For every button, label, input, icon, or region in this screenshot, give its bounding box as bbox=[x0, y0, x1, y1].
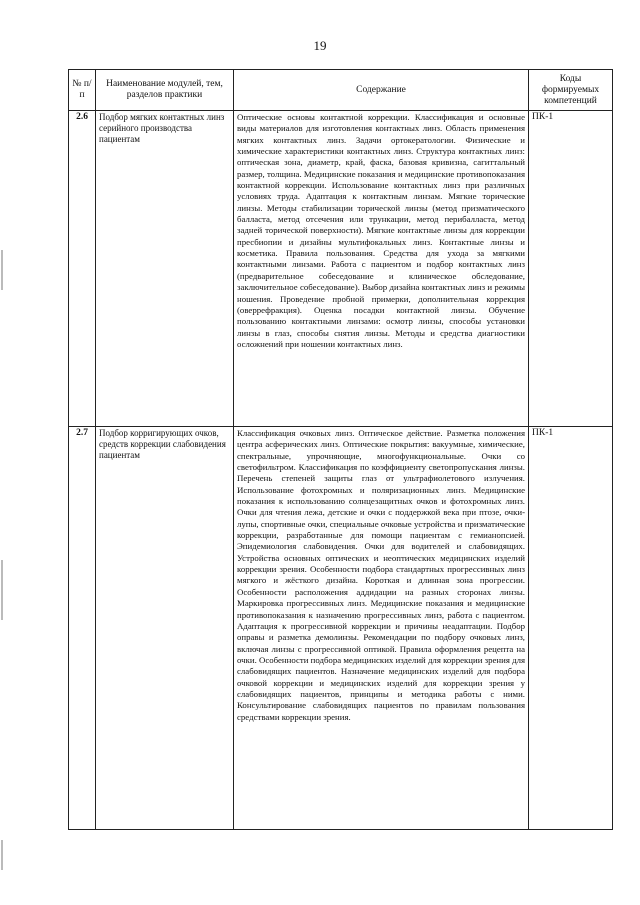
competency-code: ПК-1 bbox=[529, 427, 613, 830]
header-content: Содержание bbox=[234, 70, 529, 111]
table-row bbox=[69, 427, 613, 830]
module-content: Оптические основы контактной коррекции. Классификация и основные виды материалов для изготовления контактных линз. Область применения мягких контактных линз. Задачи ортокератологии. Физические и химические характеристики контактных линз. Структура контактных линз: оптическая зона, диаметр, край, фаска, базовая кривизна, сагиттальный размер, толщина. Медицинские показания и медицинские противопоказания контактной коррекции. Использование контактных линз при различных условиях труда. Адаптация к контактным линзам. Мягкие торические линзы. Методы стабилизации торической линзы (метод призматического балласта, метод отсечения или трункации, метод перибалласта, метод задней торической поверхности). Мягкие контактные линзы для коррекции пресбиопии и дизайны мультифокальных линз. Контактные линзы и косметика. Правила пользования. Средства для ухода за мягкими контактными линзами. Работа с пациентом и подбор контактных линз (предварительное собеседование и клиническое обследование, заключительное собеседование). Выбор дизайна контактных линз и режимы ношения. Проведение пробной примерки, дополнительная коррекция (оверрефракция). Оценка посадки контактной линзы. Обучение пользованию контактными линзами: осмотр линзы, способы установки линзы в глаз, способы снятия линзы. Методы и средства диагностики осложнений при ношении контактных линз. bbox=[234, 111, 529, 427]
header-name: Наименование модулей, тем, разделов практики bbox=[96, 70, 234, 111]
scan-edge-mark bbox=[1, 840, 3, 870]
module-name: Подбор мягких контактных линз серийного производства пациентам bbox=[96, 111, 234, 427]
row-number: 2.6 bbox=[69, 111, 96, 427]
row-number: 2.7 bbox=[69, 427, 96, 830]
practice-modules-table bbox=[68, 69, 613, 830]
table-header-row bbox=[69, 70, 613, 111]
module-name: Подбор корригирующих очков, средств коррекции слабовидения пациентам bbox=[96, 427, 234, 830]
page-number: 19 bbox=[313, 38, 327, 53]
table-row bbox=[69, 111, 613, 427]
scan-edge-mark bbox=[1, 560, 3, 620]
header-codes: Коды формируемых компетенций bbox=[529, 70, 613, 111]
module-content: Классификация очковых линз. Оптическое действие. Разметка положения центра асферических линз. Оптические покрытия: вакуумные, химические, спектральные, упрочняющие, многофункциональные. Очки со светофильтром. Классификация по коэффициенту светопропускания линзы. Перечень степеней защиты глаз от ультрафиолетового излучения. Использование фотохромных и поляризационных линз. Медицинские показания к использованию солнцезащитных очков и фотохромных линз. Очки для чтения лежа, детские и очки с поддержкой века при птозе, очки-лупы, спортивные очки, специальные очковые устройства и призматические коррекции, разработанные для помощи пациентам с гемианопсией. Эпидемиология слабовидения. Очки для водителей и слабовидящих. Устройства основных оптических и неоптических медицинских изделий коррекции зрения. Особенности подбора стандартных прогрессивных линз мягкого и жёсткого дизайна. Короткая и длинная зона прогрессии. Особенности расположения аддидации на разных сторонах линзы. Маркировка прогрессивных линз. Медицинские показания и медицинские противопоказания к назначению прогрессивных линз, работа с пациентом. Адаптация к прогрессивной коррекции и причины неадаптации. Подбор оправы и разметка демолинзы. Рекомендации по подбору очковых линз, включая линзы с прогрессивной оптикой. Правила оформления рецепта на очки. Особенности подбора медицинских изделий для коррекции зрения для слабовидящих пациентов. Назначение медицинских изделий для подбора очковой коррекции и медицинских изделий для коррекции зрения у слабовидящих пациентов, принципы и методика работы с ними. Консультирование слабовидящих пациентов по правилам пользования средствами коррекции зрения. bbox=[234, 427, 529, 830]
header-num: № п/п bbox=[69, 70, 96, 111]
competency-code: ПК-1 bbox=[529, 111, 613, 427]
scan-edge-mark bbox=[1, 250, 3, 290]
